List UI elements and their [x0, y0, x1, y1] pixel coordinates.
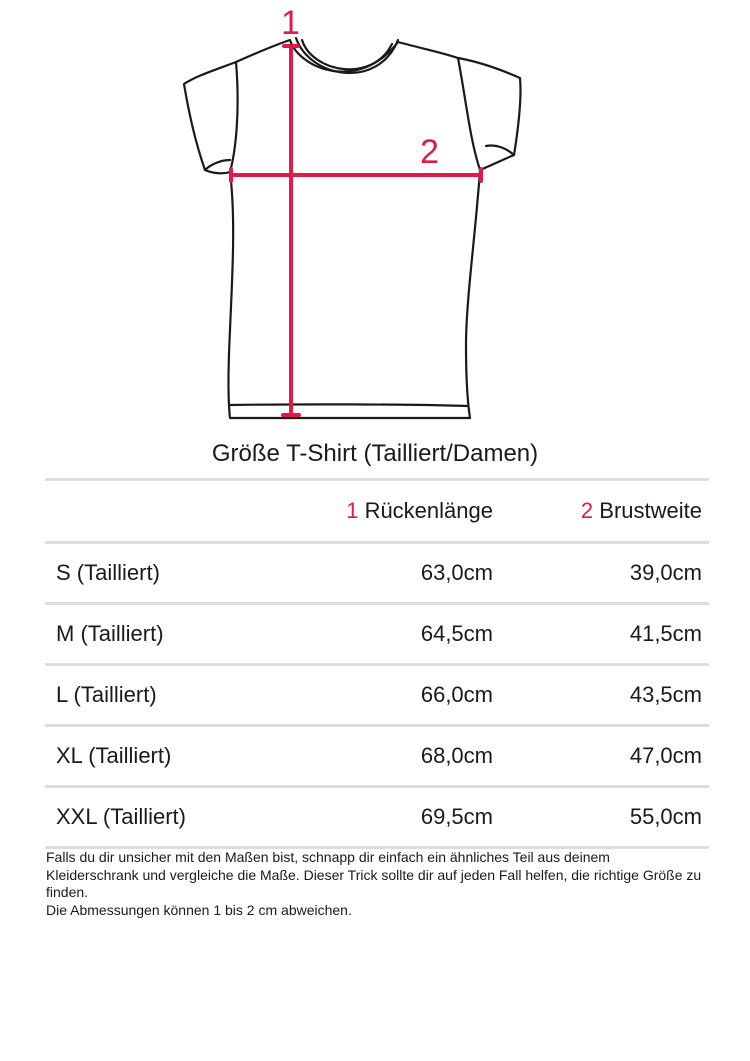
notes-advice: Falls du dir unsicher mit den Maßen bist, schnapp dir einfach ein ähnliches Teil aus deinem Kleiderschrank und vergleiche die Maße. Dieser Trick sollte dir auf jeden Fall helfen, die richtige Größe zu finden.: [46, 849, 702, 900]
notes-tolerance: Die Abmessungen können 1 bis 2 cm abweichen.: [46, 901, 352, 918]
chest-cell: 41,5cm: [629, 621, 702, 646]
header-chest: [581, 481, 702, 541]
size-cell: XXL (Tailliert): [56, 804, 186, 829]
length-cell: 68,0cm: [420, 743, 493, 768]
chest-cell: 55,0cm: [629, 804, 702, 829]
chest-cell: 43,5cm: [629, 682, 702, 707]
size-cell: S (Tailliert): [56, 560, 160, 585]
chest-cell: 39,0cm: [629, 560, 702, 585]
tshirt-outline: [184, 38, 521, 418]
length-cell: 66,0cm: [420, 682, 493, 707]
chest-marker-label: 2: [420, 133, 439, 171]
size-cell: XL (Tailliert): [56, 743, 172, 768]
length-marker-label: 1: [281, 4, 300, 42]
table-row: [45, 785, 709, 849]
chart-title: Größe T-Shirt (Tailliert/Damen): [211, 440, 539, 467]
chest-cell: 47,0cm: [629, 743, 702, 768]
table-header-row: [45, 478, 709, 541]
header-length-label: Rückenlänge: [364, 498, 493, 523]
table-row: [45, 602, 709, 663]
header-length: [346, 481, 493, 541]
header-length-number: 1: [346, 498, 359, 523]
size-notes: [46, 849, 706, 919]
size-table: [45, 478, 709, 849]
size-cell: M (Tailliert): [56, 621, 164, 646]
tshirt-diagram: [0, 0, 750, 440]
table-row: [45, 724, 709, 785]
length-cell: 63,0cm: [420, 560, 493, 585]
header-chest-label: Brustweite: [599, 498, 702, 523]
header-chest-number: 2: [580, 498, 594, 523]
size-cell: L (Tailliert): [56, 682, 157, 707]
length-cell: 69,5cm: [420, 804, 493, 829]
length-cell: 64,5cm: [420, 621, 493, 646]
table-row: [45, 663, 709, 724]
measurement-lines: [231, 46, 481, 415]
table-row: [45, 541, 709, 602]
